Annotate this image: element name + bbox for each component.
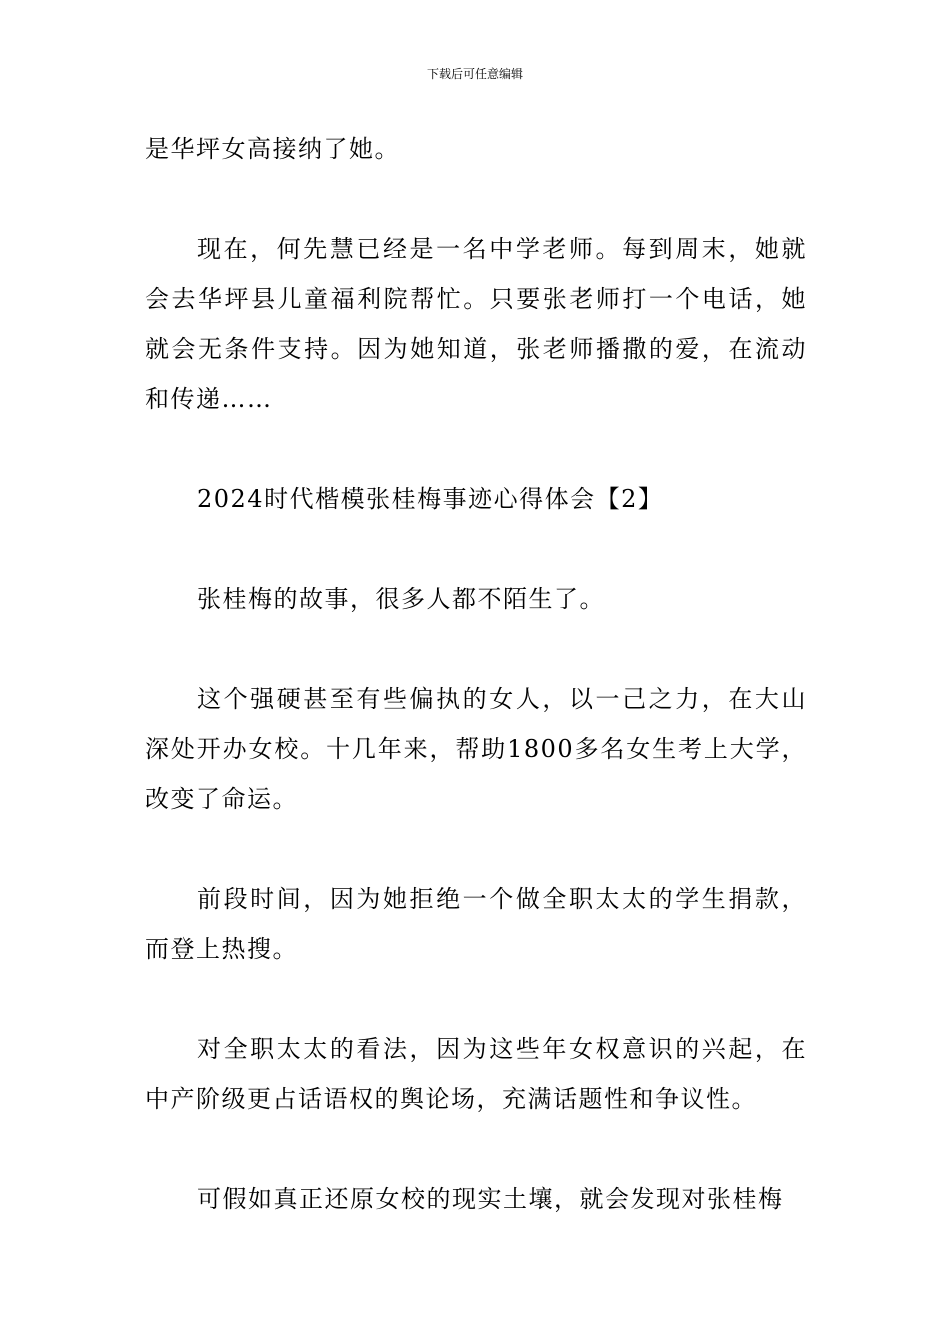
paragraph: 张桂梅的故事，很多人都不陌生了。: [197, 585, 605, 613]
paragraph: 现在，何先慧已经是一名中学老师。每到周末，她就会去华坪县儿童福利院帮忙。只要张老师打一个电话，她就会无条件支持。因为她知道，张老师播撒的爱，在流动和传递……: [145, 235, 807, 413]
paragraph-continuation: 是华坪女高接纳了她。: [145, 135, 400, 163]
document-body: [145, 124, 807, 1274]
page-header: 下载后可任意编辑: [426, 67, 523, 81]
paragraph: 这个强硬甚至有些偏执的女人，以一己之力，在大山深处开办女校。十几年来，帮助1800多名女生考上大学，改变了命运。: [145, 685, 807, 813]
paragraph: 可假如真正还原女校的现实土壤，就会发现对张桂梅: [197, 1185, 784, 1213]
paragraph: 前段时间，因为她拒绝一个做全职太太的学生捐款，而登上热搜。: [145, 885, 807, 963]
section-heading: 2024时代楷模张桂梅事迹心得体会【2】: [197, 485, 664, 513]
paragraph: 对全职太太的看法，因为这些年女权意识的兴起，在中产阶级更占话语权的舆论场，充满话题性和争议性。: [145, 1035, 807, 1113]
